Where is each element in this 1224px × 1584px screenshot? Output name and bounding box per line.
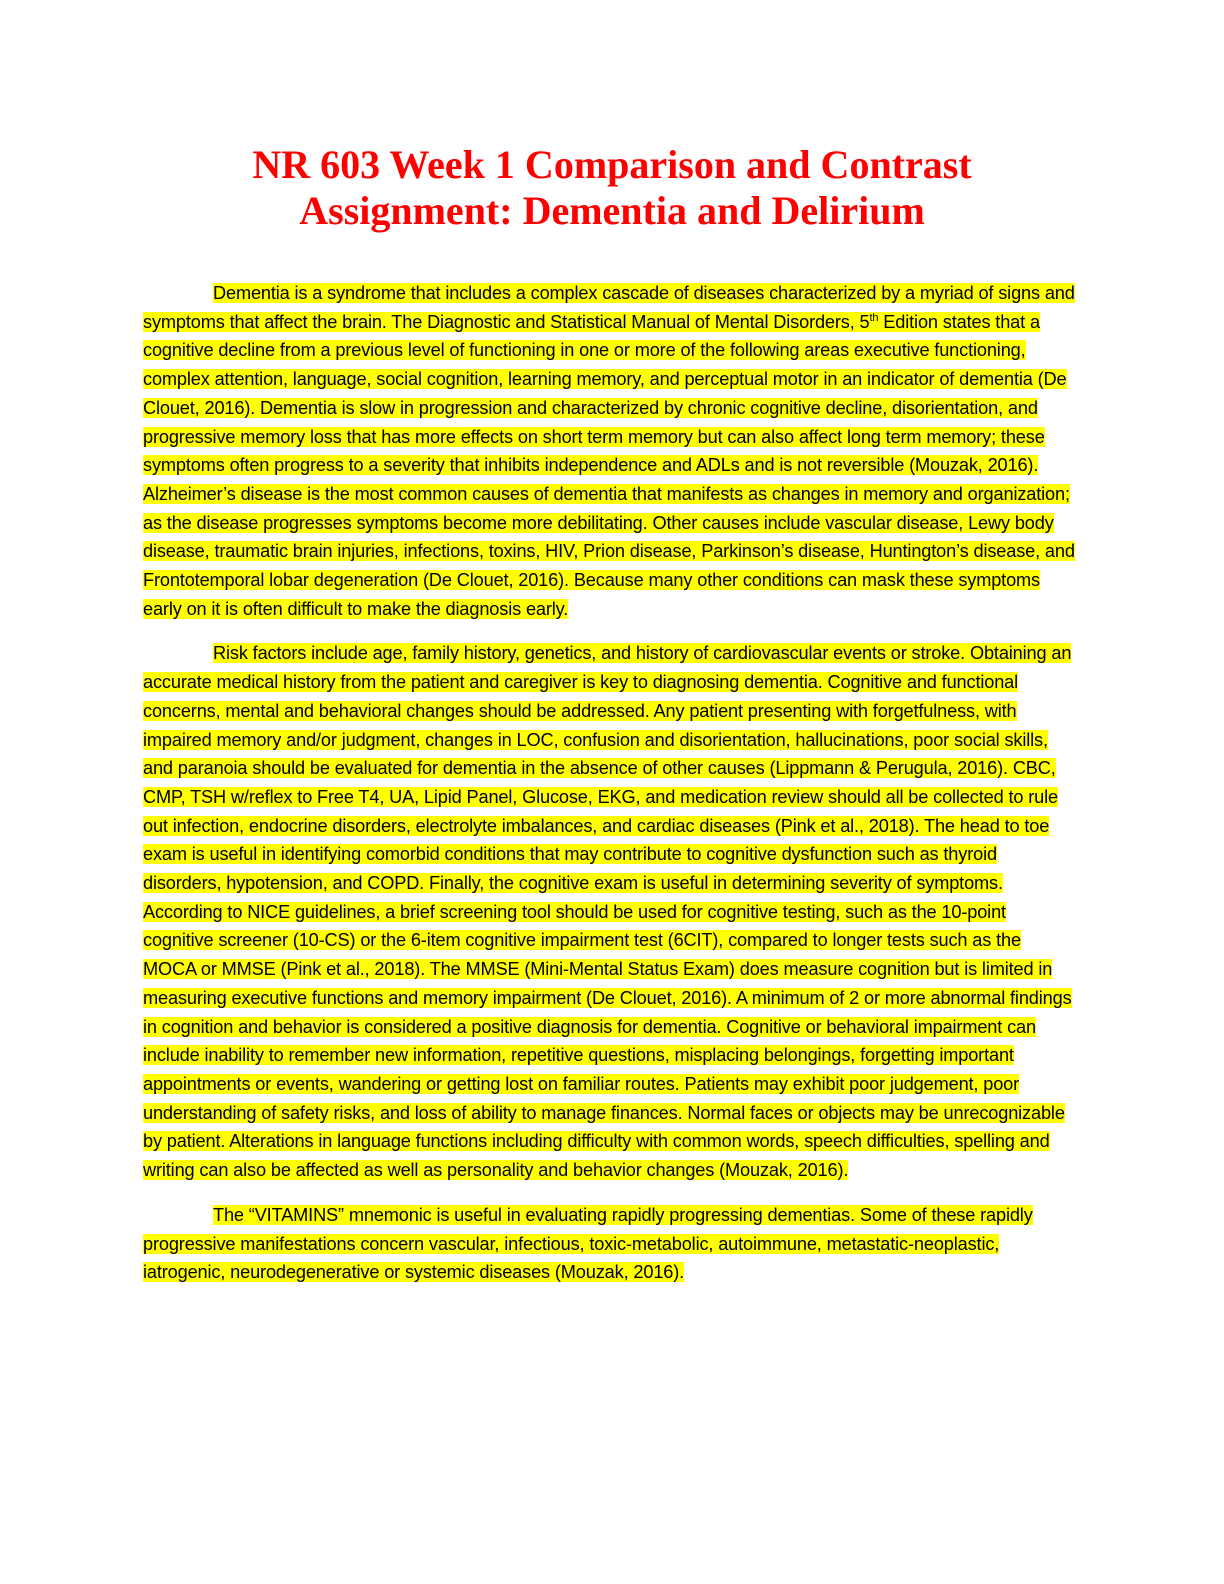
highlighted-text (143, 283, 1075, 619)
document-title (120, 142, 1104, 234)
paragraph-dementia-definition (143, 279, 1078, 623)
highlighted-text: Risk factors include age, family history, genetics, and history of cardiovascular events or stroke. Obtaining an accurate medical history from the patient and caregiver is key to diagnosing dementia. Cognitive and functional concerns, mental and behavioral changes should be addressed. Any patient presenting with forgetfulness, with impaired memory and/or judgment, changes in LOC, confusion and disorientation, hallucinations, poor social skills, and paranoia should be evaluated for dementia in the absence of other causes (Lippmann & Perugula, 2016). CBC, CMP, TSH w/reflex to Free T4, UA, Lipid Panel, Glucose, EKG, and medication review should all be collected to rule out infection, endocrine disorders, electrolyte imbalances, and cardiac diseases (Pink et al., 2018). The head to toe exam is useful in identifying comorbid conditions that may contribute to cognitive dysfunction such as thyroid disorders, hypotension, and COPD. Finally, the cognitive exam is useful in determining severity of symptoms. According to NICE guidelines, a brief screening tool should be used for cognitive testing, such as the 10-point cognitive screener (10-CS) or the 6-item cognitive impairment test (6CIT), compared to longer tests such as the MOCA or MMSE (Pink et al., 2018). The MMSE (Mini-Mental Status Exam) does measure cognition but is limited in measuring executive functions and memory impairment (De Clouet, 2016). A minimum of 2 or more abnormal findings in cognition and behavior is considered a positive diagnosis for dementia. Cognitive or behavioral impairment can include inability to remember new information, repetitive questions, misplacing belongings, forgetting important appointments or events, wandering or getting lost on familiar routes. Patients may exhibit poor judgement, poor understanding of safety risks, and loss of ability to manage finances. Normal faces or objects may be unrecognizable by patient. Alterations in language functions including difficulty with common words, speech difficulties, spelling and writing can also be affected as well as personality and behavior changes (Mouzak, 2016). (143, 643, 1072, 1181)
highlighted-text: The “VITAMINS” mnemonic is useful in evaluating rapidly progressing dementias. Some of these rapidly progressive manifestations concern vascular, infectious, toxic-metabolic, autoimmune, metastatic-neoplastic, iatrogenic, neurodegenerative or systemic diseases (Mouzak, 2016). (143, 1204, 1033, 1283)
paragraph-vitamins-mnemonic (143, 1201, 1078, 1287)
document-body (143, 279, 1078, 1303)
paragraph-text: Edition states that a cognitive decline from a previous level of functioning in one or more of the following areas executive functioning, complex attention, language, social cognition, learning memory, and perceptual motor in an indicator of dementia (De Clouet, 2016). Dementia is slow in progression and characterized by chronic cognitive decline, disorientation, and progressive memory loss that has more effects on short term memory but can also affect long term memory; these symptoms often progress to a severity that inhibits independence and ADLs and is not reversible (Mouzak, 2016). Alzheimer’s disease is the most common causes of dementia that manifests as changes in memory and organization; as the disease progresses symptoms become more debilitating. Other causes include vascular disease, Lewy body disease, traumatic brain injuries, infections, toxins, HIV, Prion disease, Parkinson’s disease, Huntington’s disease, and Frontotemporal lobar degeneration (De Clouet, 2016). Because many other conditions can mask these symptoms early on it is often difficult to make the diagnosis early. (143, 311, 1075, 619)
paragraph-risk-factors (143, 639, 1078, 1184)
superscript: th (869, 311, 879, 324)
title-line-1: NR 603 Week 1 Comparison and Contrast (252, 142, 972, 187)
title-line-2: Assignment: Dementia and Delirium (299, 188, 925, 233)
paragraph-text: Dementia is a syndrome that includes a complex cascade of diseases characterized by a myriad of signs and symptoms that affect the brain. The Diagnostic and Statistical Manual of Mental Disorders, 5 (143, 283, 1075, 332)
